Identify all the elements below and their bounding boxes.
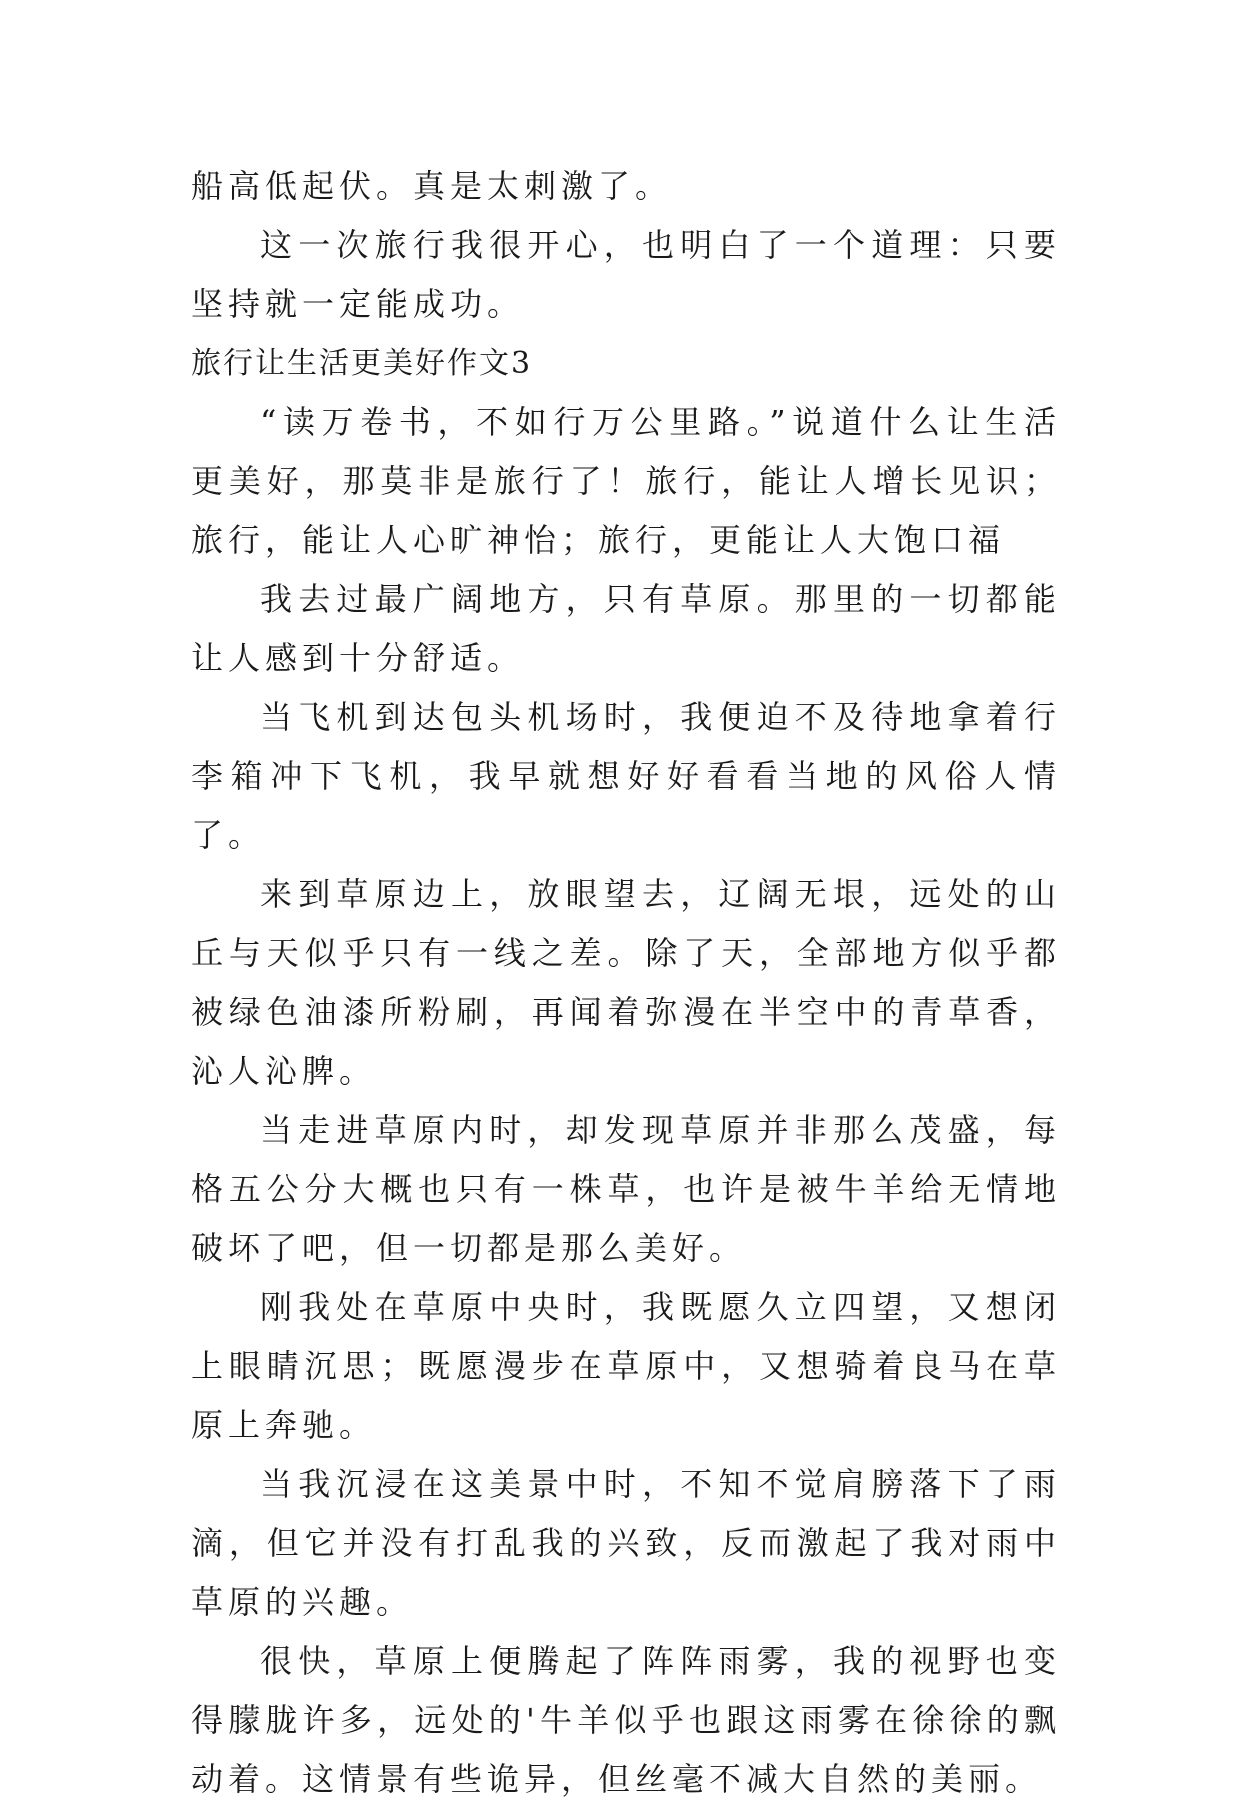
paragraph-7: 当走进草原内时，却发现草原并非那么茂盛，每格五公分大概也只有一株草，也许是被牛羊给无情地破坏了吧，但一切都是那么美好。 bbox=[191, 1111, 1061, 1267]
paragraph-5: 当飞机到达包头机场时，我便迫不及待地拿着行李箱冲下飞机，我早就想好好看看当地的风俗人情了。 bbox=[191, 698, 1061, 854]
paragraph-6: 来到草原边上，放眼望去，辽阔无垠，远处的山丘与天似乎只有一线之差。除了天，全部地方似乎都被绿色油漆所粉刷，再闻着弥漫在半空中的青草香，沁人沁脾。 bbox=[191, 875, 1061, 1090]
document-body bbox=[191, 157, 1061, 1809]
paragraph-9: 当我沉浸在这美景中时，不知不觉肩膀落下了雨滴，但它并没有打乱我的兴致，反而激起了我对雨中草原的兴趣。 bbox=[191, 1465, 1061, 1621]
paragraph-10: 很快，草原上便腾起了阵阵雨雾，我的视野也变得朦胧许多，远处的'牛羊似乎也跟这雨雾在徐徐的飘动着。这情景有些诡异，但丝毫不减大自然的美丽。 bbox=[191, 1642, 1061, 1798]
section-heading: 旅行让生活更美好作文3 bbox=[191, 346, 533, 381]
paragraph-3: “读万卷书，不如行万公里路。”说道什么让生活更美好，那莫非是旅行了！旅行，能让人增长见识；旅行，能让人心旷神怡；旅行，更能让人大饱口福 bbox=[191, 403, 1061, 559]
paragraph-4: 我去过最广阔地方，只有草原。那里的一切都能让人感到十分舒适。 bbox=[191, 580, 1061, 677]
paragraph-1: 船高低起伏。真是太刺激了。 bbox=[191, 167, 673, 205]
paragraph-2: 这一次旅行我很开心，也明白了一个道理：只要坚持就一定能成功。 bbox=[191, 226, 1061, 323]
paragraph-8: 刚我处在草原中央时，我既愿久立四望，又想闭上眼睛沉思；既愿漫步在草原中，又想骑着良马在草原上奔驰。 bbox=[191, 1288, 1061, 1444]
